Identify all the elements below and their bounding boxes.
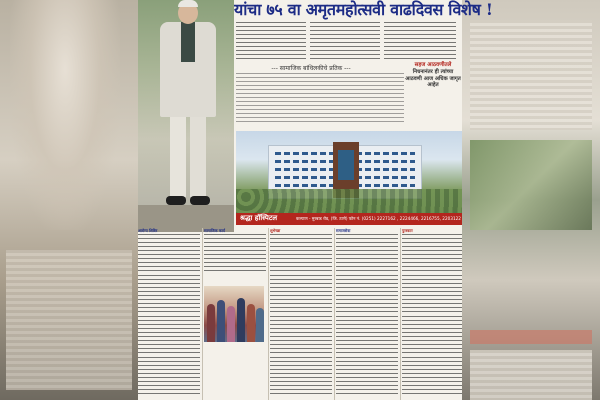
article-column bbox=[138, 228, 200, 400]
hospital-address: कल्याण - मुरबाड रोड, (जि. ठाणे) फोन नं. (0251) 2227162 , 2224466, 2216755, 2203122 bbox=[296, 215, 461, 221]
hospital-photo bbox=[236, 131, 462, 213]
intro-text bbox=[236, 22, 456, 62]
article-column bbox=[336, 228, 398, 400]
portrait-photo bbox=[138, 0, 234, 232]
blurred-text bbox=[470, 350, 592, 400]
quote-box bbox=[404, 60, 462, 128]
blurred-photo bbox=[470, 140, 592, 230]
blurred-text bbox=[6, 250, 132, 390]
article-column bbox=[270, 228, 332, 400]
column-heading: समाजसेवा bbox=[336, 228, 351, 233]
main-story-text bbox=[236, 73, 404, 125]
quote-text: निधनानंतर ही त्यांच्या आठवणी आज अधिक जागृत आहेत bbox=[405, 69, 461, 89]
quote-title: सहज आठवणीतले bbox=[414, 62, 452, 68]
right-backdrop bbox=[462, 0, 600, 400]
lower-columns bbox=[138, 228, 462, 400]
newspaper-page[interactable] bbox=[138, 0, 493, 400]
column-heading: आरोग्य शिबिर bbox=[138, 228, 158, 233]
column-heading: पुरस्कार bbox=[402, 228, 413, 233]
column-heading: शुभेच्छा bbox=[270, 228, 281, 233]
headline: यांचा ७५ वा अमृतमहोत्सवी वाढदिवस विशेष ! bbox=[234, 0, 493, 19]
hospital-name: श्रद्धा हॉस्पिटल bbox=[240, 214, 278, 222]
blurred-portrait bbox=[10, 0, 120, 230]
blurred-text bbox=[470, 20, 592, 130]
section-subheading: --- सामाजिक बांधिलकीचे प्रतिक --- bbox=[271, 65, 351, 72]
group-photo bbox=[204, 286, 264, 342]
hospital-banner bbox=[236, 213, 462, 225]
left-backdrop bbox=[0, 0, 138, 400]
blurred-banner bbox=[470, 330, 592, 344]
article-column bbox=[402, 228, 462, 400]
column-heading: सामाजिक कार्य bbox=[204, 228, 225, 233]
